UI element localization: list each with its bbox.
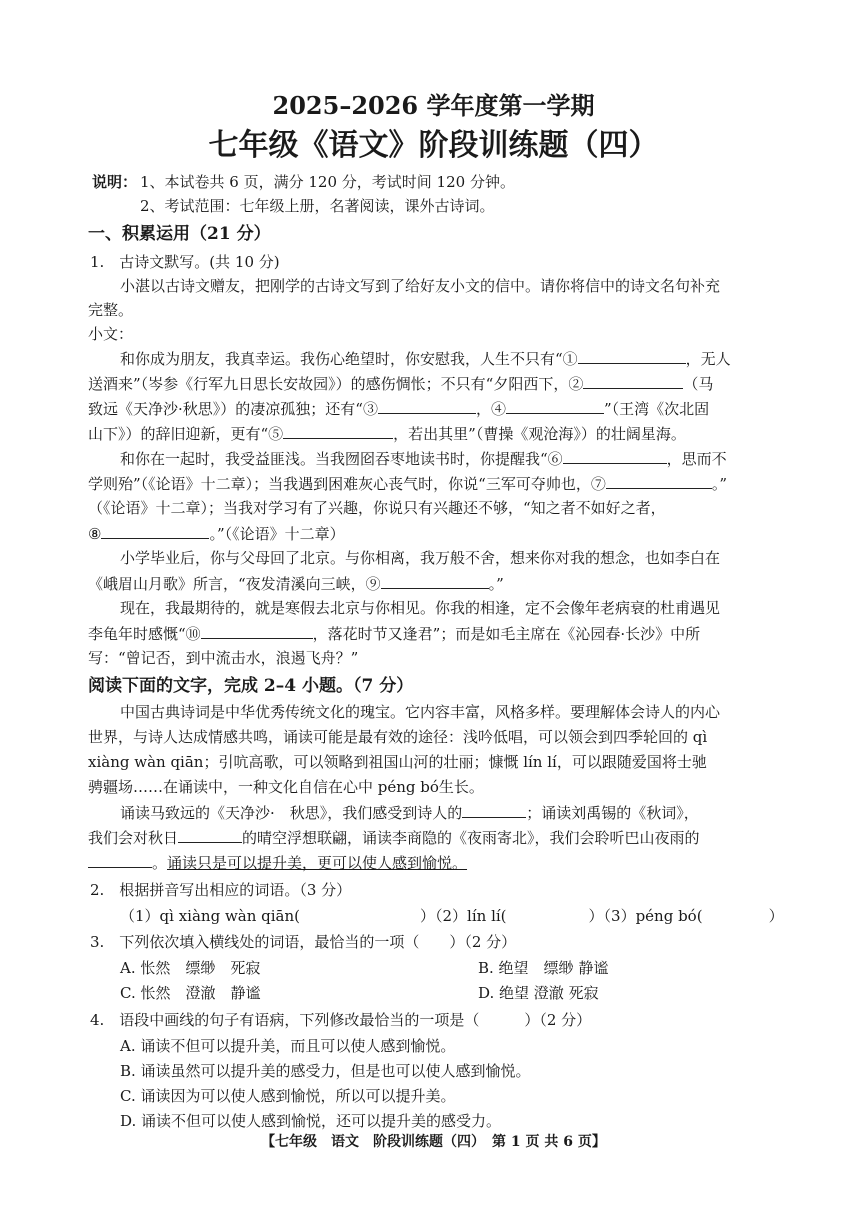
- blank-1[interactable]: [578, 348, 686, 364]
- letter-p3-line1: 小学毕业后，你与父母回了北京。与你相离，我万般不舍，想来你对我的想念，也如李白在: [120, 549, 721, 567]
- reading-line6: 我们会对秋日 的晴空浮想联翩，诵读李商隐的《夜雨寄北》，我们会聆听巴山夜雨的: [88, 829, 700, 847]
- note-2: 2、考试范围：七年级上册，名著阅读，课外古诗词。: [140, 197, 495, 215]
- reading-line2: 世界，与诗人达成情感共鸣，诵读可能是最有效的途径：浅吟低唱，可以领会到四季轮回的 qì: [88, 728, 708, 746]
- reading-line5: 诵读马致远的《天净沙· 秋思》，我们感受到诗人的 ；诵读刘禹锡的《秋词》，: [120, 804, 699, 822]
- q3-option-b[interactable]: B. 绝望 缥缈 静谧: [478, 959, 609, 977]
- q2-stem: 2. 根据拼音写出相应的词语。（3 分）: [90, 881, 352, 899]
- reading-heading: 阅读下面的文字，完成 2–4 小题。（7 分）: [88, 676, 414, 696]
- q4-option-b[interactable]: B. 诵读虽然可以提升美的感受力，但是也可以使人感到愉悦。: [120, 1062, 531, 1080]
- q4-option-c[interactable]: C. 诵读因为可以使人感到愉悦，所以可以提升美。: [120, 1087, 456, 1105]
- page-footer: 【七年级 语文 阶段训练题（四） 第 1 页 共 6 页】: [261, 1134, 606, 1150]
- letter-p4-line3: 写：“曾记否，到中流击水，浪遏飞舟？”: [88, 649, 359, 667]
- q2-answers: （1）qì xiàng wàn qiān( ）（2）lín lí( ）（3）péng bó( ）: [120, 907, 784, 925]
- letter-p3-line2: 《峨眉山月歌》所言，“夜发清溪向三峡，⑨ 。”: [88, 575, 504, 593]
- underlined-sentence: 诵读只是可以提升美，更可以使人感到愉悦。: [167, 854, 468, 872]
- letter-p4-line2: 李龟年时感慨“⑩ ，落花时节又逢君”；而是如毛主席在《沁园春·长沙》中所: [88, 625, 701, 643]
- exam-title: 七年级《语文》阶段训练题（四）: [208, 128, 659, 163]
- blank-8[interactable]: [101, 523, 209, 539]
- blank-10[interactable]: [201, 623, 313, 639]
- blank-7[interactable]: [606, 473, 712, 489]
- note-1: 1、本试卷共 6 页，满分 120 分，考试时间 120 分钟。: [140, 173, 515, 191]
- q3-option-c[interactable]: C. 怅然 澄澈 静谧: [120, 984, 261, 1002]
- q1-intro-line1: 小湛以古诗文赠友，把刚学的古诗文写到了给好友小文的信中。请你将信中的诗文名句补充: [120, 277, 721, 295]
- reading-blank-2[interactable]: [178, 827, 242, 843]
- reading-blank-3[interactable]: [88, 852, 152, 868]
- letter-p2-line3: （《论语》十二章）；当我对学习有了兴趣，你说只有兴趣还不够，“知之者不如好之者，: [88, 499, 666, 517]
- exam-year-heading: 2025–2026 学年度第一学期: [272, 91, 595, 120]
- letter-p2-line2: 学则殆”（《论语》十二章）；当我遇到困难灰心丧气时，你说“三军可夺帅也，⑦ 。”: [88, 475, 728, 493]
- blank-5[interactable]: [283, 423, 393, 439]
- blank-2[interactable]: [583, 373, 683, 389]
- section-1-heading: 一、积累运用（21 分）: [88, 224, 271, 244]
- letter-p4-line1: 现在，我最期待的，就是寒假去北京与你相见。你我的相逢，定不会像年老病衰的杜甫遇见: [120, 599, 721, 617]
- letter-p1-line3: 致远《天净沙·秋思》）的凄凉孤独；还有“③ ，④ ”（王湾《次北固: [88, 400, 710, 418]
- letter-p2-line1: 和你在一起时，我受益匪浅。当我囫囵吞枣地读书时，你提醒我“⑥ ，思而不: [120, 450, 727, 468]
- q3-option-a[interactable]: A. 怅然 缥缈 死寂: [120, 959, 261, 977]
- q4-option-d[interactable]: D. 诵读不但可以使人感到愉悦，还可以提升美的感受力。: [120, 1112, 502, 1130]
- notes-label: 说明：: [92, 173, 138, 191]
- q4-option-a[interactable]: A. 诵读不但可以提升美，而且可以使人感到愉悦。: [120, 1037, 456, 1055]
- letter-p1-line4: 山下》）的辞旧迎新，更有“⑤ ，若出其里”（曹操《观沧海》）的壮阔星海。: [88, 425, 686, 443]
- blank-4[interactable]: [506, 398, 604, 414]
- reading-line7: 。诵读只是可以提升美，更可以使人感到愉悦。: [88, 852, 467, 873]
- blank-6[interactable]: [563, 448, 667, 464]
- letter-p1-line2: 送酒来”（岑参《行军九日思长安故园》）的感伤惆怅；不只有“夕阳西下，② （马: [88, 375, 714, 393]
- letter-salutation: 小文：: [88, 325, 134, 343]
- reading-blank-1[interactable]: [462, 802, 526, 818]
- q3-option-d[interactable]: D. 绝望 澄澈 死寂: [478, 984, 599, 1002]
- blank-9[interactable]: [381, 573, 489, 589]
- q4-stem: 4. 语段中画线的句子有语病，下列修改最恰当的一项是（ ）（2 分）: [90, 1011, 592, 1029]
- q3-stem: 3. 下列依次填入横线处的词语，最恰当的一项（ ）（2 分）: [90, 933, 517, 951]
- reading-line4: 骋疆场……在诵读中，一种文化自信在心中 péng bó生长。: [88, 778, 484, 796]
- blank-3[interactable]: [378, 398, 476, 414]
- reading-line3: xiàng wàn qiān；引吭高歌，可以领略到祖国山河的壮丽；慷慨 lín lí，可以跟随爱国将士驰: [88, 753, 707, 771]
- q1-stem: 1. 古诗文默写。(共 10 分): [90, 253, 280, 271]
- letter-p1-line1: 和你成为朋友，我真幸运。我伤心绝望时，你安慰我，人生不只有“① ，无人: [120, 350, 731, 368]
- q1-intro-line2: 完整。: [88, 301, 134, 319]
- reading-line1: 中国古典诗词是中华优秀传统文化的瑰宝。它内容丰富，风格多样。要理解体会诗人的内心: [120, 703, 721, 721]
- letter-p2-line4: ⑧ 。”（《论语》十二章）: [88, 525, 345, 543]
